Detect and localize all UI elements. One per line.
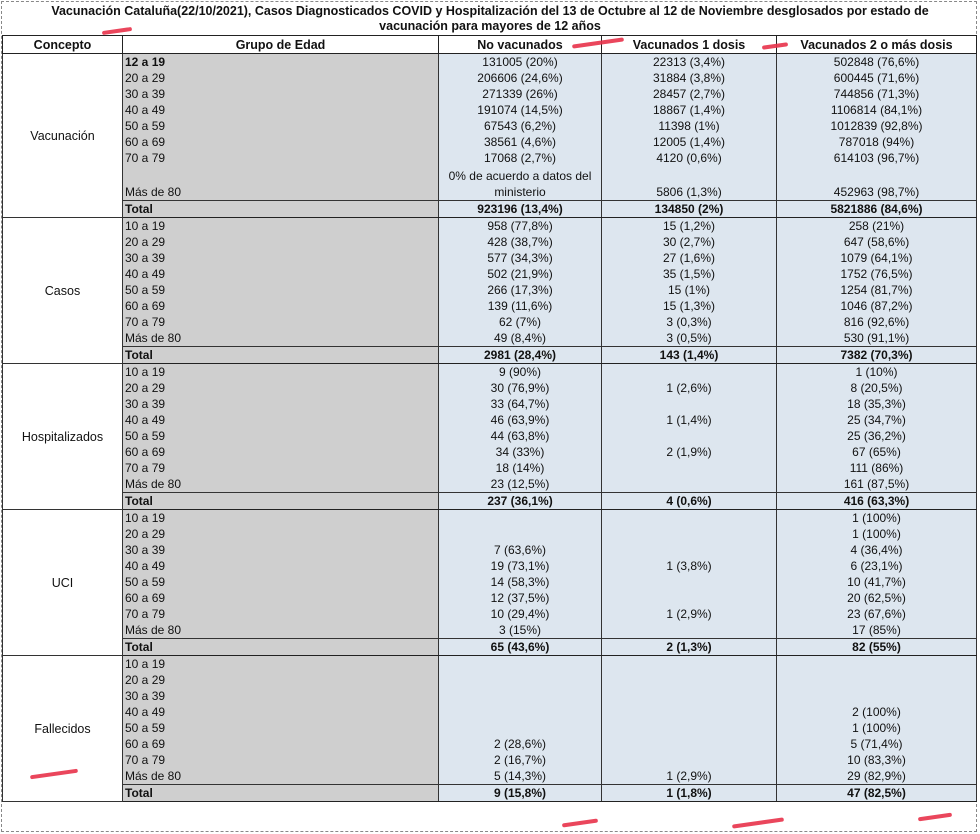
no-vacunados-cell: 266 (17,3%)	[439, 282, 602, 298]
table-row	[3, 298, 977, 314]
age-group-cell: 10 a 19	[123, 364, 439, 381]
age-group-cell: 20 a 29	[123, 526, 439, 542]
age-group-cell: 20 a 29	[123, 380, 439, 396]
age-group-cell: 40 a 49	[123, 102, 439, 118]
vacunados-1-dosis-cell	[602, 704, 777, 720]
no-vacunados-cell	[439, 704, 602, 720]
no-vacunados-cell: 34 (33%)	[439, 444, 602, 460]
vacunados-1-dosis-cell: 15 (1,3%)	[602, 298, 777, 314]
vacunados-1-dosis-cell: 12005 (1,4%)	[602, 134, 777, 150]
no-vacunados-cell	[439, 688, 602, 704]
no-vacunados-cell: 206606 (24,6%)	[439, 70, 602, 86]
total-no-vacunados-cell: 65 (43,6%)	[439, 639, 602, 656]
table-row	[3, 768, 977, 785]
total-vacunados-2-dosis-cell: 47 (82,5%)	[777, 785, 977, 802]
vacunados-1-dosis-cell	[602, 542, 777, 558]
vacunados-2-dosis-cell: 25 (36,2%)	[777, 428, 977, 444]
no-vacunados-cell: 139 (11,6%)	[439, 298, 602, 314]
header-vacunados-2-dosis: Vacunados 2 o más dosis	[777, 36, 977, 54]
concept-cell: Fallecidos	[3, 656, 123, 802]
age-group-cell: Más de 80	[123, 622, 439, 639]
table-row	[3, 150, 977, 166]
age-group-cell: 70 a 79	[123, 314, 439, 330]
total-vacunados-1-dosis-cell: 2 (1,3%)	[602, 639, 777, 656]
header-vacunados-1-dosis: Vacunados 1 dosis	[602, 36, 777, 54]
table-row	[3, 364, 977, 381]
vacunados-1-dosis-cell: 30 (2,7%)	[602, 234, 777, 250]
no-vacunados-cell: 49 (8,4%)	[439, 330, 602, 347]
vacunados-2-dosis-cell: 1106814 (84,1%)	[777, 102, 977, 118]
total-vacunados-1-dosis-cell: 134850 (2%)	[602, 201, 777, 218]
no-vacunados-cell: 18 (14%)	[439, 460, 602, 476]
vacunados-2-dosis-cell: 2 (100%)	[777, 704, 977, 720]
table-row	[3, 444, 977, 460]
table-row	[3, 234, 977, 250]
age-group-cell: Más de 80	[123, 768, 439, 785]
vacunados-2-dosis-cell: 1 (100%)	[777, 720, 977, 736]
concept-cell: Hospitalizados	[3, 364, 123, 510]
vacunados-2-dosis-cell: 1 (100%)	[777, 510, 977, 527]
total-label-cell: Total	[123, 347, 439, 364]
title-line-2: vacunación para mayores de 12 años	[379, 19, 601, 33]
vacunados-1-dosis-cell	[602, 460, 777, 476]
age-group-cell: 50 a 59	[123, 574, 439, 590]
no-vacunados-cell: 19 (73,1%)	[439, 558, 602, 574]
table-row	[3, 380, 977, 396]
vacunados-2-dosis-cell: 17 (85%)	[777, 622, 977, 639]
vacunados-2-dosis-cell: 530 (91,1%)	[777, 330, 977, 347]
age-group-cell: 40 a 49	[123, 558, 439, 574]
total-label-cell: Total	[123, 201, 439, 218]
age-group-cell: 70 a 79	[123, 606, 439, 622]
age-group-cell: 30 a 39	[123, 396, 439, 412]
age-group-cell: 60 a 69	[123, 444, 439, 460]
vacunados-1-dosis-cell	[602, 720, 777, 736]
concept-cell: Vacunación	[3, 54, 123, 218]
header-no-vacunados: No vacunados	[439, 36, 602, 54]
vacunados-1-dosis-cell: 11398 (1%)	[602, 118, 777, 134]
page-title	[0, 4, 980, 34]
no-vacunados-cell-text: 0% de acuerdo a datos del ministerio	[448, 169, 592, 199]
table-row	[3, 54, 977, 71]
vacunados-2-dosis-cell: 20 (62,5%)	[777, 590, 977, 606]
vacunados-2-dosis-cell: 10 (83,3%)	[777, 752, 977, 768]
vacunados-1-dosis-cell: 27 (1,6%)	[602, 250, 777, 266]
vacunados-2-dosis-cell: 647 (58,6%)	[777, 234, 977, 250]
total-no-vacunados-cell: 9 (15,8%)	[439, 785, 602, 802]
vacunados-2-dosis-cell: 29 (82,9%)	[777, 768, 977, 785]
table-row	[3, 118, 977, 134]
no-vacunados-cell: 3 (15%)	[439, 622, 602, 639]
concept-cell: Casos	[3, 218, 123, 364]
vacunados-1-dosis-cell: 1 (1,4%)	[602, 412, 777, 428]
age-group-cell: 30 a 39	[123, 86, 439, 102]
no-vacunados-cell: 67543 (6,2%)	[439, 118, 602, 134]
vacunados-1-dosis-cell: 1 (2,9%)	[602, 768, 777, 785]
no-vacunados-cell: 23 (12,5%)	[439, 476, 602, 493]
total-vacunados-2-dosis-cell: 5821886 (84,6%)	[777, 201, 977, 218]
total-vacunados-2-dosis-cell: 416 (63,3%)	[777, 493, 977, 510]
vacunados-1-dosis-cell: 4120 (0,6%)	[602, 150, 777, 166]
no-vacunados-cell	[439, 166, 602, 201]
table-row	[3, 510, 977, 527]
header-grupo-edad: Grupo de Edad	[123, 36, 439, 54]
table-row	[3, 688, 977, 704]
no-vacunados-cell: 502 (21,9%)	[439, 266, 602, 282]
total-vacunados-2-dosis-cell: 82 (55%)	[777, 639, 977, 656]
age-group-cell: Más de 80	[123, 330, 439, 347]
vacunados-1-dosis-cell: 5806 (1,3%)	[602, 166, 777, 201]
vacunados-2-dosis-cell	[777, 656, 977, 673]
table-row	[3, 476, 977, 493]
vacunados-1-dosis-cell: 28457 (2,7%)	[602, 86, 777, 102]
no-vacunados-cell: 428 (38,7%)	[439, 234, 602, 250]
vacunados-1-dosis-cell	[602, 672, 777, 688]
age-group-cell: 20 a 29	[123, 70, 439, 86]
vacunados-1-dosis-cell	[602, 476, 777, 493]
total-vacunados-1-dosis-cell: 143 (1,4%)	[602, 347, 777, 364]
vacunados-2-dosis-cell: 25 (34,7%)	[777, 412, 977, 428]
age-group-cell: 30 a 39	[123, 250, 439, 266]
vacunados-2-dosis-cell: 1046 (87,2%)	[777, 298, 977, 314]
vacunados-1-dosis-cell: 35 (1,5%)	[602, 266, 777, 282]
vacunados-1-dosis-cell	[602, 396, 777, 412]
vacunados-1-dosis-cell	[602, 752, 777, 768]
vacunados-1-dosis-cell: 3 (0,3%)	[602, 314, 777, 330]
no-vacunados-cell	[439, 656, 602, 673]
header-row	[3, 36, 977, 54]
vacunados-2-dosis-cell: 502848 (76,6%)	[777, 54, 977, 71]
table-row	[3, 396, 977, 412]
total-no-vacunados-cell: 923196 (13,4%)	[439, 201, 602, 218]
no-vacunados-cell: 958 (77,8%)	[439, 218, 602, 235]
table-row	[3, 542, 977, 558]
no-vacunados-cell: 2 (16,7%)	[439, 752, 602, 768]
age-group-cell: 40 a 49	[123, 266, 439, 282]
age-group-cell: 50 a 59	[123, 428, 439, 444]
vacunados-1-dosis-cell	[602, 428, 777, 444]
age-group-cell: 50 a 59	[123, 720, 439, 736]
no-vacunados-cell	[439, 510, 602, 527]
vacunados-1-dosis-cell	[602, 526, 777, 542]
no-vacunados-cell	[439, 526, 602, 542]
total-vacunados-2-dosis-cell: 7382 (70,3%)	[777, 347, 977, 364]
age-group-cell: 60 a 69	[123, 134, 439, 150]
vacunados-1-dosis-cell: 1 (2,9%)	[602, 606, 777, 622]
vacunados-1-dosis-cell: 31884 (3,8%)	[602, 70, 777, 86]
table-row	[3, 330, 977, 347]
age-group-cell: 70 a 79	[123, 752, 439, 768]
vacunados-2-dosis-cell	[777, 688, 977, 704]
total-no-vacunados-cell: 237 (36,1%)	[439, 493, 602, 510]
age-group-cell: 10 a 19	[123, 510, 439, 527]
vacunados-2-dosis-cell: 1012839 (92,8%)	[777, 118, 977, 134]
vacunados-2-dosis-cell: 111 (86%)	[777, 460, 977, 476]
no-vacunados-cell: 5 (14,3%)	[439, 768, 602, 785]
no-vacunados-cell: 131005 (20%)	[439, 54, 602, 71]
age-group-cell: 40 a 49	[123, 412, 439, 428]
table-row	[3, 314, 977, 330]
total-label-cell: Total	[123, 785, 439, 802]
age-group-cell: 12 a 19	[123, 54, 439, 71]
vacunados-1-dosis-cell: 2 (1,9%)	[602, 444, 777, 460]
no-vacunados-cell: 9 (90%)	[439, 364, 602, 381]
table-row	[3, 428, 977, 444]
table-row	[3, 656, 977, 673]
total-label-cell: Total	[123, 493, 439, 510]
table-row	[3, 70, 977, 86]
no-vacunados-cell: 10 (29,4%)	[439, 606, 602, 622]
no-vacunados-cell: 2 (28,6%)	[439, 736, 602, 752]
header-concepto: Concepto	[3, 36, 123, 54]
table-row	[3, 590, 977, 606]
vacunados-2-dosis-cell: 1 (10%)	[777, 364, 977, 381]
vacunados-2-dosis-cell: 1752 (76,5%)	[777, 266, 977, 282]
table-row	[3, 526, 977, 542]
vacunados-1-dosis-cell	[602, 736, 777, 752]
concept-cell: UCI	[3, 510, 123, 656]
vacunados-2-dosis-cell: 6 (23,1%)	[777, 558, 977, 574]
age-group-cell: 50 a 59	[123, 118, 439, 134]
total-row	[3, 201, 977, 218]
no-vacunados-cell: 62 (7%)	[439, 314, 602, 330]
vacunados-2-dosis-cell: 452963 (98,7%)	[777, 166, 977, 201]
table-row	[3, 218, 977, 235]
no-vacunados-cell: 577 (34,3%)	[439, 250, 602, 266]
table-row	[3, 574, 977, 590]
table-row	[3, 704, 977, 720]
vacunados-2-dosis-cell: 10 (41,7%)	[777, 574, 977, 590]
vacunados-1-dosis-cell: 15 (1%)	[602, 282, 777, 298]
table-row	[3, 720, 977, 736]
vacunados-1-dosis-cell: 1 (2,6%)	[602, 380, 777, 396]
no-vacunados-cell: 7 (63,6%)	[439, 542, 602, 558]
vacunados-1-dosis-cell: 22313 (3,4%)	[602, 54, 777, 71]
table-row	[3, 622, 977, 639]
no-vacunados-cell: 33 (64,7%)	[439, 396, 602, 412]
age-group-cell: 50 a 59	[123, 282, 439, 298]
covid-vaccination-table	[2, 35, 977, 802]
vacunados-1-dosis-cell: 1 (3,8%)	[602, 558, 777, 574]
table-row	[3, 558, 977, 574]
total-row	[3, 493, 977, 510]
table-row	[3, 166, 977, 201]
vacunados-2-dosis-cell: 8 (20,5%)	[777, 380, 977, 396]
vacunados-2-dosis-cell: 1 (100%)	[777, 526, 977, 542]
table-row	[3, 282, 977, 298]
total-no-vacunados-cell: 2981 (28,4%)	[439, 347, 602, 364]
total-row	[3, 347, 977, 364]
vacunados-2-dosis-cell	[777, 672, 977, 688]
no-vacunados-cell: 46 (63,9%)	[439, 412, 602, 428]
no-vacunados-cell: 30 (76,9%)	[439, 380, 602, 396]
age-group-cell: Más de 80	[123, 166, 439, 201]
age-group-cell: 60 a 69	[123, 590, 439, 606]
no-vacunados-cell: 14 (58,3%)	[439, 574, 602, 590]
vacunados-1-dosis-cell	[602, 364, 777, 381]
vacunados-2-dosis-cell: 5 (71,4%)	[777, 736, 977, 752]
vacunados-2-dosis-cell: 614103 (96,7%)	[777, 150, 977, 166]
vacunados-1-dosis-cell	[602, 574, 777, 590]
age-group-cell: 30 a 39	[123, 542, 439, 558]
vacunados-1-dosis-cell	[602, 590, 777, 606]
vacunados-2-dosis-cell: 18 (35,3%)	[777, 396, 977, 412]
table-row	[3, 736, 977, 752]
table-body	[3, 54, 977, 802]
age-group-cell: 30 a 39	[123, 688, 439, 704]
age-group-cell: 10 a 19	[123, 218, 439, 235]
vacunados-1-dosis-cell: 15 (1,2%)	[602, 218, 777, 235]
vacunados-1-dosis-cell	[602, 688, 777, 704]
age-group-cell: 40 a 49	[123, 704, 439, 720]
vacunados-2-dosis-cell: 787018 (94%)	[777, 134, 977, 150]
vacunados-2-dosis-cell: 67 (65%)	[777, 444, 977, 460]
vacunados-2-dosis-cell: 258 (21%)	[777, 218, 977, 235]
no-vacunados-cell: 12 (37,5%)	[439, 590, 602, 606]
no-vacunados-cell: 17068 (2,7%)	[439, 150, 602, 166]
age-group-cell: 70 a 79	[123, 150, 439, 166]
vacunados-2-dosis-cell: 1254 (81,7%)	[777, 282, 977, 298]
age-group-cell: 20 a 29	[123, 672, 439, 688]
total-row	[3, 639, 977, 656]
vacunados-2-dosis-cell: 600445 (71,6%)	[777, 70, 977, 86]
table-row	[3, 102, 977, 118]
table-row	[3, 460, 977, 476]
total-row	[3, 785, 977, 802]
table-row	[3, 752, 977, 768]
no-vacunados-cell	[439, 672, 602, 688]
vacunados-2-dosis-cell: 161 (87,5%)	[777, 476, 977, 493]
vacunados-2-dosis-cell: 4 (36,4%)	[777, 542, 977, 558]
vacunados-1-dosis-cell	[602, 656, 777, 673]
vacunados-2-dosis-cell: 816 (92,6%)	[777, 314, 977, 330]
total-vacunados-1-dosis-cell: 1 (1,8%)	[602, 785, 777, 802]
table-row	[3, 250, 977, 266]
table-row	[3, 134, 977, 150]
age-group-cell: 20 a 29	[123, 234, 439, 250]
age-group-cell: 70 a 79	[123, 460, 439, 476]
age-group-cell: Más de 80	[123, 476, 439, 493]
age-group-cell: 60 a 69	[123, 298, 439, 314]
vacunados-1-dosis-cell: 3 (0,5%)	[602, 330, 777, 347]
no-vacunados-cell: 191074 (14,5%)	[439, 102, 602, 118]
table-row	[3, 606, 977, 622]
vacunados-1-dosis-cell	[602, 510, 777, 527]
no-vacunados-cell	[439, 720, 602, 736]
vacunados-1-dosis-cell: 18867 (1,4%)	[602, 102, 777, 118]
vacunados-2-dosis-cell: 23 (67,6%)	[777, 606, 977, 622]
table-row	[3, 86, 977, 102]
no-vacunados-cell: 38561 (4,6%)	[439, 134, 602, 150]
vacunados-2-dosis-cell: 1079 (64,1%)	[777, 250, 977, 266]
no-vacunados-cell: 44 (63,8%)	[439, 428, 602, 444]
age-group-cell: 60 a 69	[123, 736, 439, 752]
no-vacunados-cell: 271339 (26%)	[439, 86, 602, 102]
table-row	[3, 266, 977, 282]
title-line-1: Vacunación Cataluña(22/10/2021), Casos Diagnosticados COVID y Hospitalización del 13 de Octubre al 12 de Noviembre desglosados por estado de	[51, 4, 929, 18]
table-row	[3, 412, 977, 428]
total-label-cell: Total	[123, 639, 439, 656]
table-row	[3, 672, 977, 688]
vacunados-1-dosis-cell	[602, 622, 777, 639]
total-vacunados-1-dosis-cell: 4 (0,6%)	[602, 493, 777, 510]
age-group-cell: 10 a 19	[123, 656, 439, 673]
vacunados-2-dosis-cell: 744856 (71,3%)	[777, 86, 977, 102]
